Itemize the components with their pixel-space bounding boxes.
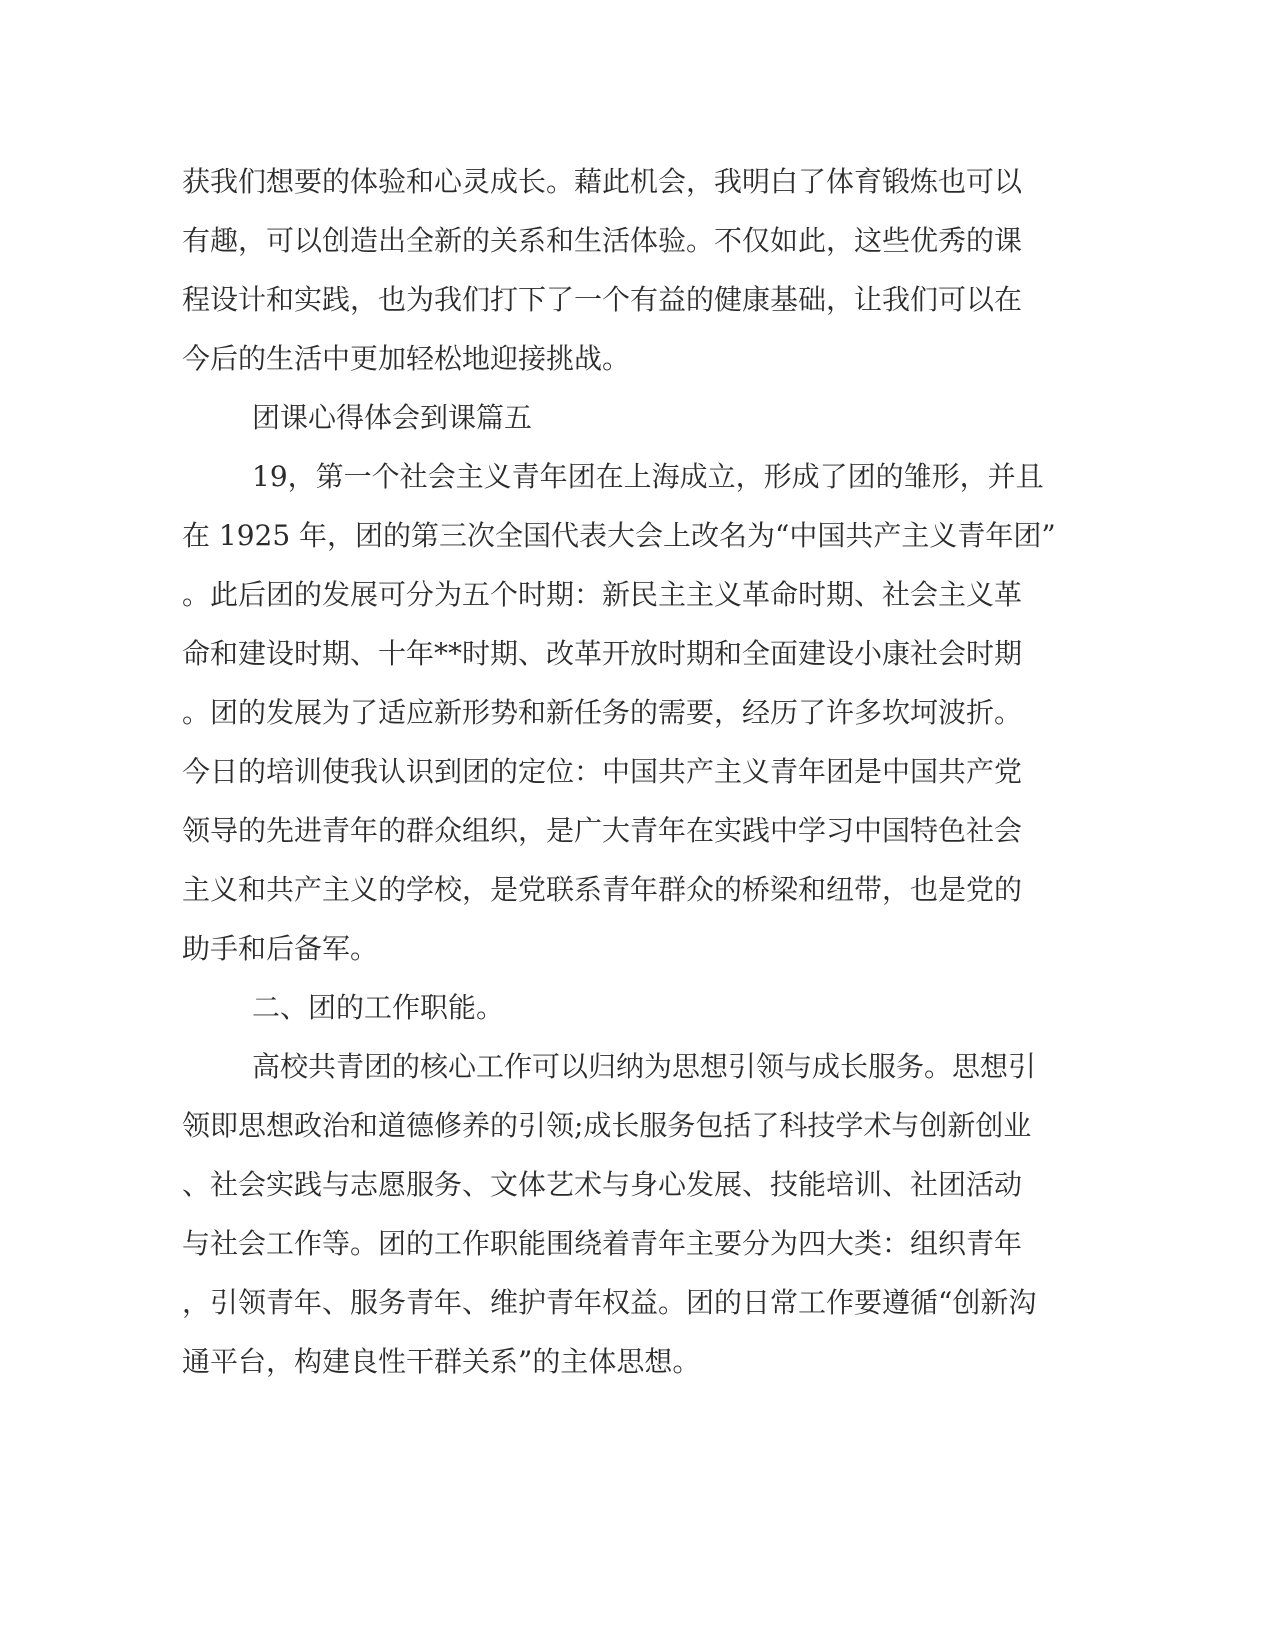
paragraph-line: 程设计和实践，也为我们打下了一个有益的健康基础，让我们可以在 — [182, 283, 1023, 316]
paragraph-line: 与社会工作等。团的工作职能围绕着青年主要分为四大类：组织青年 — [182, 1227, 1023, 1260]
paragraph-line: 。团的发展为了适应新形势和新任务的需要，经历了许多坎坷波折。 — [182, 696, 1023, 729]
paragraph-line: 今日的培训使我认识到团的定位：中国共产主义青年团是中国共产党 — [182, 755, 1023, 788]
paragraph-line: ，引领青年、服务青年、维护青年权益。团的日常工作要遵循“创新沟 — [182, 1286, 1037, 1319]
paragraph-line: 获我们想要的体验和心灵成长。藉此机会，我明白了体育锻炼也可以 — [182, 165, 1023, 198]
paragraph-line: 、社会实践与志愿服务、文体艺术与身心发展、技能培训、社团活动 — [182, 1168, 1023, 1201]
paragraph-line: 高校共青团的核心工作可以归纳为思想引领与成长服务。思想引 — [252, 1050, 1037, 1083]
paragraph-line: 。此后团的发展可分为五个时期：新民主主义革命时期、社会主义革 — [182, 578, 1023, 611]
paragraph-line: 助手和后备军。 — [182, 932, 379, 965]
paragraph-line: 领即思想政治和道德修养的引领;成长服务包括了科技学术与创新创业 — [182, 1109, 1032, 1142]
paragraph-line: 在 1925 年，团的第三次全国代表大会上改名为“中国共产主义青年团” — [182, 519, 1056, 552]
paragraph-line: 领导的先进青年的群众组织，是广大青年在实践中学习中国特色社会 — [182, 814, 1023, 847]
paragraph-line: 19，第一个社会主义青年团在上海成立，形成了团的雏形，并且 — [252, 460, 1044, 493]
paragraph-line: 通平台，构建良性干群关系”的主体思想。 — [182, 1345, 701, 1378]
paragraph-line: 主义和共产主义的学校，是党联系青年群众的桥梁和纽带，也是党的 — [182, 873, 1023, 906]
paragraph-line: 命和建设时期、十年**时期、改革开放时期和全面建设小康社会时期 — [182, 637, 1023, 670]
paragraph-line: 有趣，可以创造出全新的关系和生活体验。不仅如此，这些优秀的课 — [182, 224, 1023, 257]
paragraph-line: 今后的生活中更加轻松地迎接挑战。 — [182, 342, 631, 375]
section-heading: 二、团的工作职能。 — [252, 991, 505, 1024]
section-heading: 团课心得体会到课篇五 — [252, 401, 533, 434]
